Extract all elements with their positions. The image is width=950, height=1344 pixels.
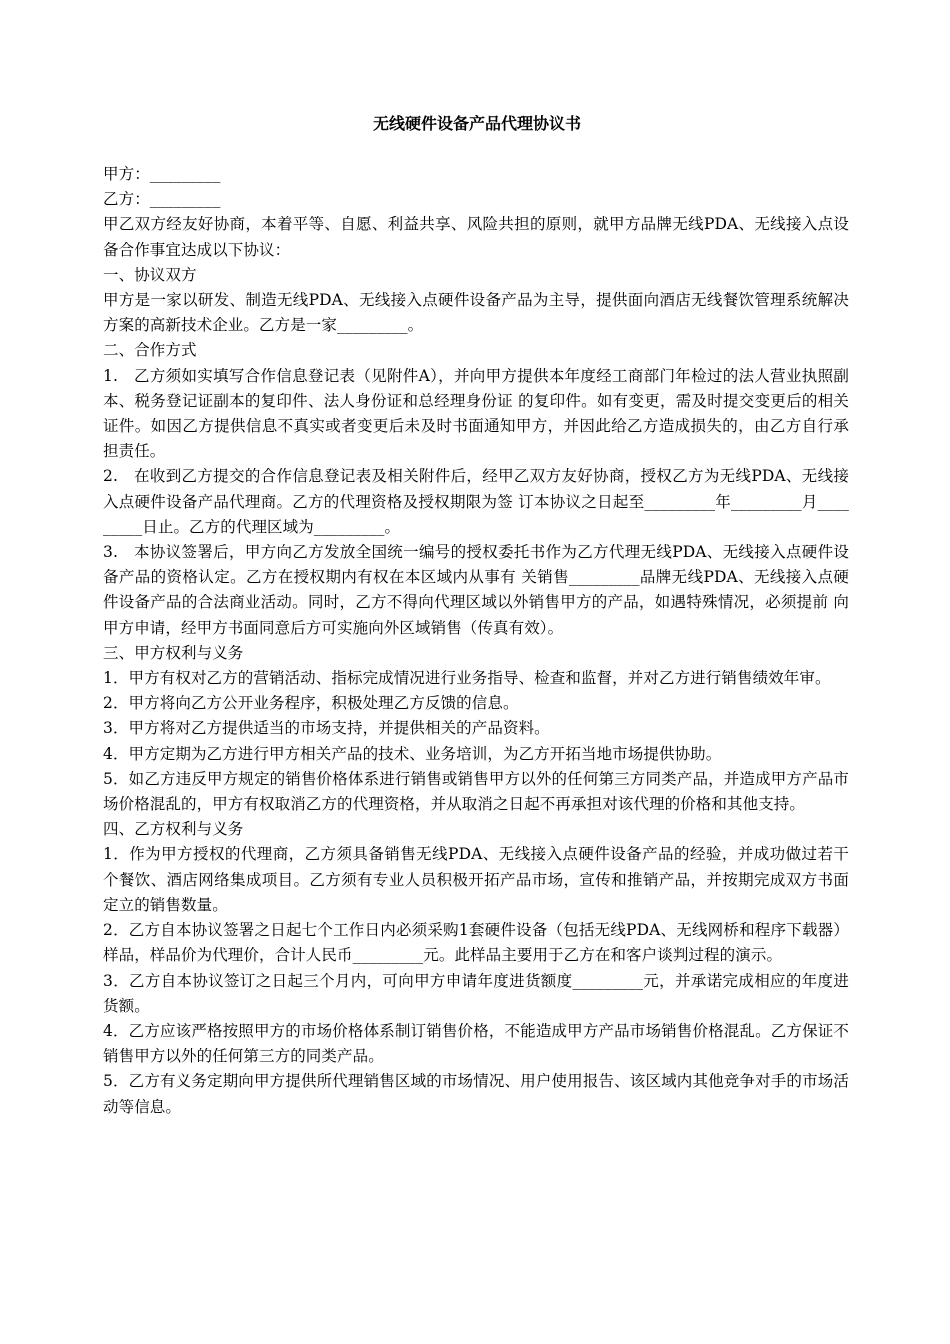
cooperation-clause-3: 3. 本协议签署后，甲方向乙方发放全国统一编号的授权委托书作为乙方代理无线PDA、无线接入点硬件设备产品的资格认定。乙方在授权期内有权在本区域内从事有 关销售_________品牌无线PDA、无线接入点硬件设备产品的合法商业活动。同时，乙方不得向代理区域以外销售甲方的产品，如遇特殊情况，必须提前 向甲方申请，经甲方书面同意后方可实施向外区域销售（传真有效）。 (103, 543, 849, 637)
party-b-clause-2: 2．乙方自本协议签署之日起七个工作日内必须采购1套硬件设备（包括无线PDA、无线网桥和程序下载器）样品，样品价为代理价，合计人民币_________元。此样品主要用于乙方在和客户谈判过程的演示。 (103, 921, 849, 965)
cooperation-clause-1: 1. 乙方须如实填写合作信息登记表（见附件A），并向甲方提供本年度经工商部门年检过的法人营业执照副本、税务登记证副本的复印件、法人身份证和总经理身份证 的复印件。如有变更，需及时提交变更后的相关证件。如因乙方提供信息不真实或者变更后未及时书面通知甲方，并因此给乙方造成损失的，由乙方自行承担责任。 (103, 366, 849, 461)
party-a-clause-1: 1．甲方有权对乙方的营销活动、指标完成情况进行业务指导、检查和监督，并对乙方进行销售绩效年审。 (103, 669, 831, 688)
cooperation-clause-2: 2. 在收到乙方提交的合作信息登记表及相关附件后，经甲乙双方友好协商，授权乙方为无线PDA、无线接入点硬件设备产品代理商。乙方的代理资格及授权期限为签 订本协议之日起至_________年_________月_________日止。乙方的代理区域为_________。 (103, 467, 849, 536)
section-heading-party-b-rights: 四、乙方权利与义务 (103, 820, 244, 839)
section-heading-cooperation: 二、合作方式 (103, 341, 197, 360)
party-a-clause-2: 2．甲方将向乙方公开业务程序，积极处理乙方反馈的信息。 (103, 694, 519, 713)
party-a-clause-5: 5．如乙方违反甲方规定的销售价格体系进行销售或销售甲方以外的任何第三方同类产品，并造成甲方产品市场价格混乱的，甲方有权取消乙方的代理资格，并从取消之日起不再承担对该代理的价格和其他支持。 (103, 769, 849, 814)
party-a-clause-3: 3．甲方将对乙方提供适当的市场支持，并提供相关的产品资料。 (103, 719, 550, 738)
section-heading-parties: 一、协议双方 (103, 265, 197, 284)
party-b-clause-1: 1．作为甲方授权的代理商，乙方须具备销售无线PDA、无线接入点硬件设备产品的经验，并成功做过若干个餐饮、酒店网络集成项目。乙方须有专业人员积极开拓产品市场，宣传和推销产品，并按期完成双方书面定立的销售数量。 (103, 845, 849, 914)
party-a-clause-4: 4．甲方定期为乙方进行甲方相关产品的技术、业务培训，为乙方开拓当地市场提供协助。 (103, 744, 722, 763)
party-b-clause-5: 5．乙方有义务定期向甲方提供所代理销售区域的市场情况、用户使用报告、该区域内其他竞争对手的市场活动等信息。 (103, 1072, 849, 1116)
document-page (103, 112, 849, 1120)
document-title: 无线硬件设备产品代理协议书 (372, 114, 581, 133)
party-b-line: 乙方：_________ (103, 190, 221, 209)
section-heading-party-a-rights: 三、甲方权利与义务 (103, 643, 244, 662)
party-a-line: 甲方：_________ (103, 165, 221, 183)
intro-paragraph: 甲乙双方经友好协商，本着平等、自愿、利益共享、风险共担的原则，就甲方品牌无线PDA、无线接入点设备合作事宜达成以下协议： (103, 215, 849, 259)
parties-paragraph: 甲方是一家以研发、制造无线PDA、无线接入点硬件设备产品为主导，提供面向酒店无线餐饮管理系统解决方案的高新技术企业。乙方是一家_________。 (103, 291, 849, 335)
party-b-clause-4: 4．乙方应该严格按照甲方的市场价格体系制订销售价格，不能造成甲方产品市场销售价格混乱。乙方保证不销售甲方以外的任何第三方的同类产品。 (103, 1021, 849, 1066)
party-b-clause-3: 3．乙方自本协议签订之日起三个月内，可向甲方申请年度进货额度_________元，并承诺完成相应的年度进货额。 (103, 971, 849, 1015)
